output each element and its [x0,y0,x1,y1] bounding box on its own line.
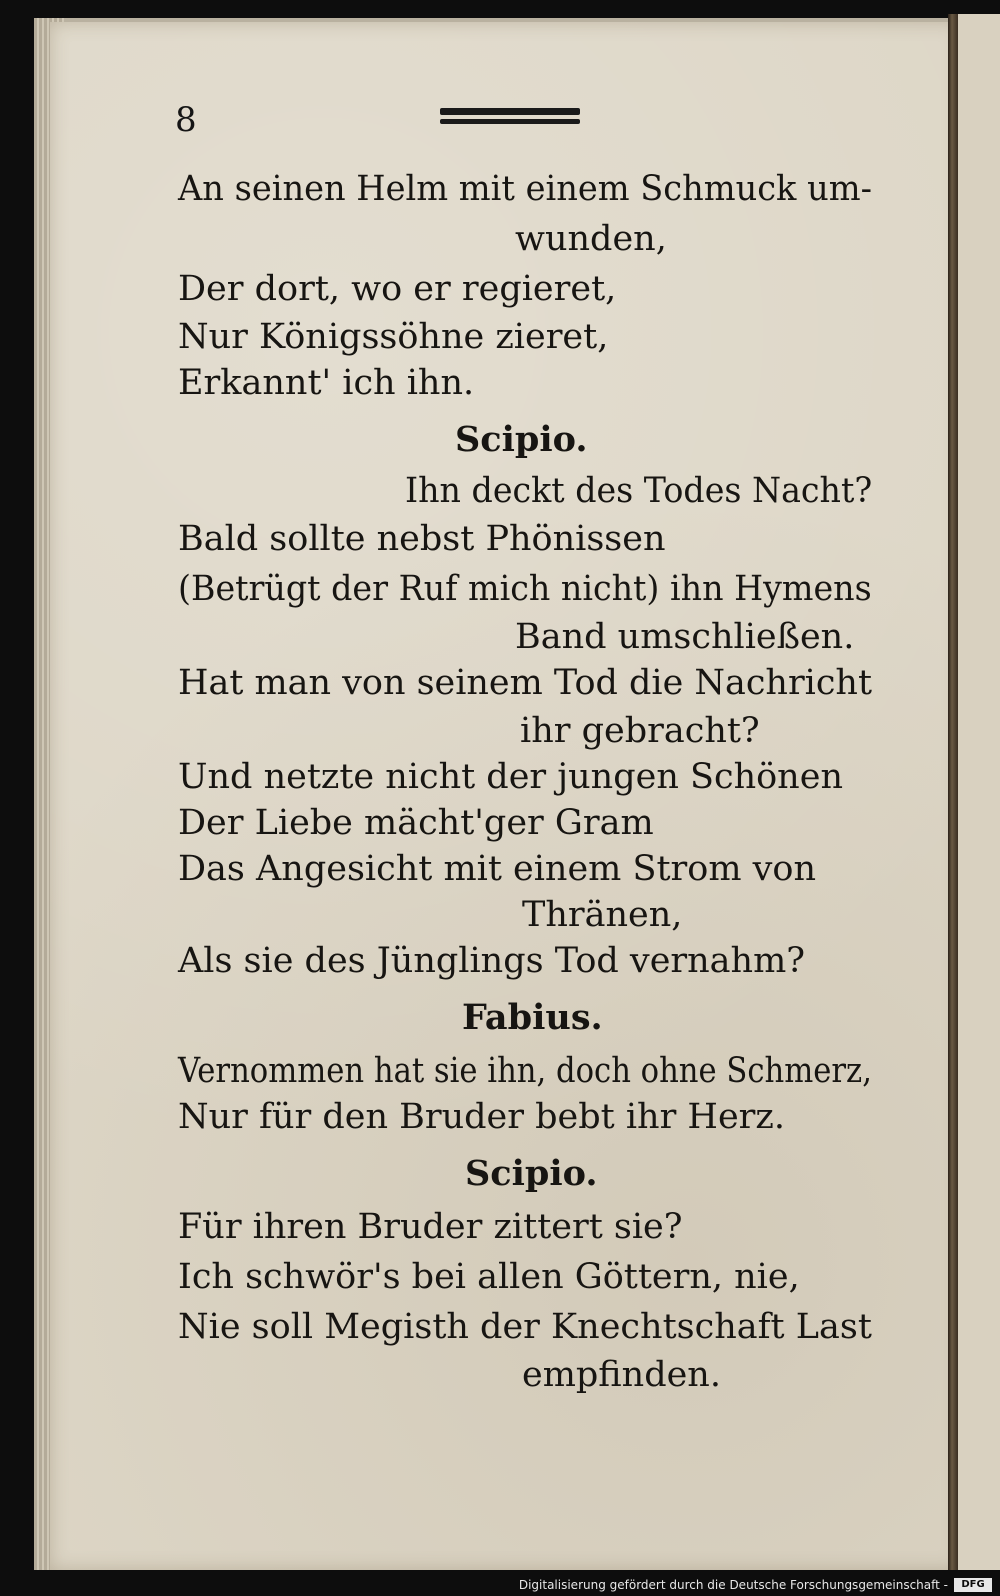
text-line: Der Liebe mächt'ger Gram [178,803,654,843]
text-line: Hat man von seinem Tod die Nachricht [178,663,872,703]
text-line: Ich schwör's bei allen Göttern, nie, [178,1257,800,1297]
text-line: Nur für den Bruder bebt ihr Herz. [178,1097,785,1137]
text-line: Ihn deckt des Todes Nacht? [405,471,873,511]
text-line: Nur Königssöhne zieret, [178,317,609,357]
text-line: Band umschließen. [515,617,855,657]
header-ornament [440,108,580,130]
text-line: Bald sollte nebst Phönissen [178,519,666,559]
footer-bar [0,1576,1000,1596]
book-spine [948,14,958,1570]
text-line: Vernommen hat sie ihn, doch ohne Schmerz, [178,1051,872,1091]
text-line: Das Angesicht mit einem Strom von [178,849,817,889]
text-line: ihr gebracht? [520,711,760,751]
text-line: Und netzte nicht der jungen Schönen [178,757,843,797]
text-line: Für ihren Bruder zittert sie? [178,1207,683,1247]
speaker-name: Fabius. [462,997,603,1038]
text-line: An seinen Helm mit einem Schmuck um- [178,169,872,209]
text-line: Erkannt' ich ihn. [178,363,475,403]
text-line: Nie soll Megisth der Knechtschaft Last [178,1307,872,1347]
text-line: Thränen, [522,895,683,935]
text-line: empfinden. [522,1355,721,1395]
text-line: (Betrügt der Ruf mich nicht) ihn Hymens [178,569,872,609]
footer-credit: Digitalisierung gefördert durch die Deutsche Forschungsgemeinschaft - [518,1578,948,1592]
speaker-name: Scipio. [455,419,588,460]
text-line: Der dort, wo er regieret, [178,269,617,309]
text-line: Als sie des Jünglings Tod vernahm? [178,941,806,981]
dfg-logo: DFG [954,1578,992,1592]
page-number: 8 [175,100,197,140]
speaker-name: Scipio. [465,1153,598,1194]
facing-page [958,14,1000,1570]
text-line: wunden, [515,219,667,259]
